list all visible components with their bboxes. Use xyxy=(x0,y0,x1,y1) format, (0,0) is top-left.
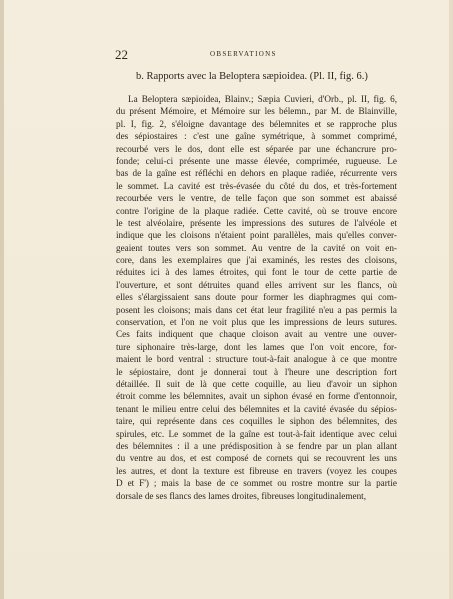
text-line: recourbée vers le ventre, de telle façon que son sommet est abaissé xyxy=(116,193,397,204)
text-line: détaillée. Il suit de là que cette coquille, au lieu d'avoir un siphon xyxy=(116,378,397,389)
text-line: indique que les cloisons n'étaient point parallèles, mais qu'elles conver- xyxy=(116,230,397,241)
text-line: l'ouverture, et sont détruites quand elles arrivent sur les flancs, où xyxy=(116,279,397,290)
text-line: des sépiostaires : c'est une gaîne symétrique, à sommet comprimé, xyxy=(116,131,397,142)
text-line: spirules, etc. Le sommet de la gaîne est tout-à-fait identique avec celui xyxy=(116,428,397,439)
text-line: recourbé vers le dos, dont elle est séparée par une échancrure pro- xyxy=(116,143,397,154)
text-line: D et F') ; mais la base de ce sommet ou rostre montre sur la partie xyxy=(116,478,397,489)
text-line: posent les cloisons; mais dans cet état leur fragilité n'eu a pas permis la xyxy=(116,304,397,315)
text-line: contre l'origine de la plaque radiée. Cette cavité, où se trouve encore xyxy=(116,205,397,216)
text-line: maient le bord ventral : structure tout-à-fait analogue à ce que montre xyxy=(116,354,397,365)
text-line: pl. I, fig. 2, s'éloigne davantage des bélemnites et se rapproche plus xyxy=(116,118,397,129)
text-line: du présent Mémoire, et Mémoire sur les bélemn., par M. de Blainville, xyxy=(116,106,397,117)
text-line: le sommet. La cavité est très-évasée du côté du dos, et très-fortement xyxy=(116,180,397,191)
text-line: dorsale de ses flancs des lames droites, fibreuses longitudinalement, xyxy=(116,490,367,501)
text-line: fonde; celui-ci présente une masse élevée, comprimée, rugueuse. Le xyxy=(116,155,397,166)
text-line: conservation, et l'on ne voit plus que les impressions de leurs sutures. xyxy=(116,317,397,328)
text-line: Ces faits indiquent que chaque cloison avait au ventre une ouver- xyxy=(116,329,397,340)
text-line: ture siphonaire très-large, dont les lames que l'on voit encore, for- xyxy=(116,341,397,352)
text-line: étroit comme les bélemnites, avait un siphon évasé en forme d'entonnoir, xyxy=(116,391,397,402)
text-line: les autres, et dont la texture est fibreuse en travers (voyez les coupes xyxy=(116,465,397,476)
page-right-edge xyxy=(449,0,453,599)
section-heading: b. Rapports avec la Beloptera sæpioidea. (Pl. II, fig. 6.) xyxy=(136,71,368,82)
text-line: des bélemnites : il a une prédisposition à se fendre par un plan allant xyxy=(116,440,397,451)
text-line: geaient toutes vers son sommet. Au ventre de la cavité on voit en- xyxy=(116,242,397,253)
text-line: La Beloptera sæpioidea, Blainv.; Sæpia Cuvieri, d'Orb., pl. II, fig. 6, xyxy=(128,94,397,104)
body-text xyxy=(116,93,397,502)
text-line: le test alvéolaire, présente les impressions des sutures de l'alvéole et xyxy=(116,217,397,228)
text-line: core, dans les exemplaires que j'ai examinés, les restes des cloisons, xyxy=(116,255,397,266)
text-line: taire, qui représente dans ces coquilles le siphon des bélemnites, des xyxy=(116,416,397,427)
text-line: tenant le milieu entre celui des bélemnites et la cavité évasée du sépios- xyxy=(116,403,397,414)
text-line: elles s'élargissaient sans doute pour former les diaphragmes qui com- xyxy=(116,292,397,303)
page-number: 22 xyxy=(115,47,128,62)
running-head: OBSERVATIONS xyxy=(210,50,277,58)
page-left-edge xyxy=(0,0,4,599)
text-line: bas de la gaîne est réfléchi en dehors en plaque radiée, récurrente vers xyxy=(116,168,397,179)
text-line: du ventre au dos, et est composé de cornets qui se recouvrent les uns xyxy=(116,453,397,464)
text-line: le sépiostaire, dont je donnerai tout à l'heure une description fort xyxy=(116,366,397,377)
text-line: réduites ici à des lames étroites, qui font le tour de cette partie de xyxy=(116,267,397,278)
